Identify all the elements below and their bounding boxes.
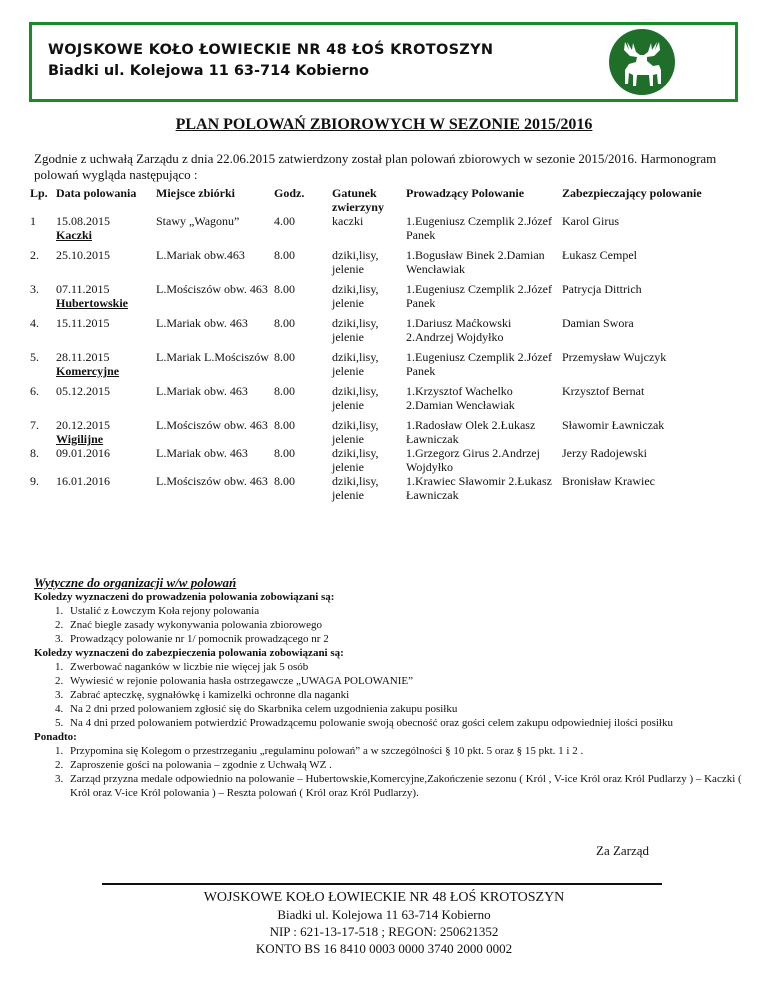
cell-place xyxy=(154,474,272,502)
cell-guard xyxy=(560,415,740,446)
cell-hour xyxy=(272,446,330,474)
cell-guard-text: Patrycja Dittrich xyxy=(562,282,642,296)
cell-leader xyxy=(404,446,560,474)
cell-place-text: L.Mariak obw. 463 xyxy=(156,384,248,398)
cell-leader-text: 1.Eugeniusz Czemplik 2.Józef Panek xyxy=(406,350,552,378)
cell-lp-text: 4. xyxy=(30,316,39,330)
guideline-item: 5. Na 4 dni przed polowaniem potwierdzić Prowadzącemu polowanie swoją obecność oraz gości celem zakupu odpowiedniej ilości posiłku xyxy=(66,716,744,730)
section2-title: Koledzy wyznaczeni do zabezpieczenia polowania zobowiązani są: xyxy=(34,647,344,659)
section3-title: Ponadto: xyxy=(34,731,77,743)
cell-hour xyxy=(272,415,330,446)
cell-hour xyxy=(272,313,330,347)
cell-lp-text: 5. xyxy=(30,350,39,364)
cell-leader-text: 1.Krawiec Sławomir 2.Łukasz Ławniczak xyxy=(406,474,552,502)
cell-game-text: kaczki xyxy=(332,214,364,228)
guideline-item: 2. Zaproszenie gości na polowania – zgodnie z Uchwałą WZ . xyxy=(66,758,744,772)
cell-hour xyxy=(272,474,330,502)
cell-lp xyxy=(28,347,54,381)
cell-place-text: L.Mariak L.Mościszów xyxy=(156,350,269,364)
cell-date xyxy=(54,245,154,279)
cell-place-text: L.Mościszów obw. 463 xyxy=(156,418,268,432)
cell-leader xyxy=(404,415,560,446)
hunt-name: Komercyjne xyxy=(56,364,120,378)
cell-date-text: 15.11.2015 xyxy=(56,316,110,330)
cell-guard xyxy=(560,474,740,502)
cell-lp-text: 9. xyxy=(30,474,39,488)
cell-date xyxy=(54,279,154,313)
table-row xyxy=(28,214,740,245)
cell-date-text: 15.08.2015 xyxy=(56,214,110,228)
table-row xyxy=(28,347,740,381)
cell-lp-text: 6. xyxy=(30,384,39,398)
cell-hour-text: 8.00 xyxy=(274,446,295,460)
guideline-item: 2. Wywiesić w rejonie polowania hasła ostrzegawcze „UWAGA POLOWANIE” xyxy=(66,674,744,688)
cell-leader xyxy=(404,279,560,313)
cell-game xyxy=(330,446,404,474)
cell-hour xyxy=(272,381,330,415)
cell-lp xyxy=(28,446,54,474)
cell-leader xyxy=(404,245,560,279)
cell-lp xyxy=(28,474,54,502)
cell-guard-text: Jerzy Radojewski xyxy=(562,446,647,460)
cell-guard xyxy=(560,381,740,415)
cell-date-text: 09.01.2016 xyxy=(56,446,110,460)
cell-date-text: 05.12.2015 xyxy=(56,384,110,398)
cell-guard xyxy=(560,313,740,347)
table-row xyxy=(28,245,740,279)
cell-date-text: 28.11.2015 xyxy=(56,350,110,364)
cell-hour-text: 8.00 xyxy=(274,418,295,432)
cell-leader-text: 1.Grzegorz Girus 2.Andrzej Wojdyłko xyxy=(406,446,540,474)
cell-date-text: 25.10.2015 xyxy=(56,248,110,262)
cell-game-text: dziki,lisy, jelenie xyxy=(332,446,379,474)
cell-lp-text: 3. xyxy=(30,282,39,296)
table-row xyxy=(28,381,740,415)
cell-leader xyxy=(404,347,560,381)
col-place: Miejsce zbiórki xyxy=(156,186,235,200)
cell-hour xyxy=(272,214,330,245)
cell-hour-text: 8.00 xyxy=(274,474,295,488)
cell-lp xyxy=(28,279,54,313)
cell-lp xyxy=(28,214,54,245)
cell-guard xyxy=(560,347,740,381)
cell-hour xyxy=(272,279,330,313)
footer xyxy=(0,889,768,957)
cell-hour-text: 8.00 xyxy=(274,350,295,364)
cell-game xyxy=(330,415,404,446)
cell-place-text: L.Mariak obw.463 xyxy=(156,248,245,262)
section1-list xyxy=(34,604,744,646)
cell-lp xyxy=(28,245,54,279)
cell-leader xyxy=(404,474,560,502)
cell-game xyxy=(330,347,404,381)
hunt-name: Hubertowskie xyxy=(56,296,128,310)
hunt-name: Wigilijne xyxy=(56,432,104,446)
cell-lp xyxy=(28,313,54,347)
cell-leader-text: 1.Bogusław Binek 2.Damian Wencławiak xyxy=(406,248,545,276)
cell-place xyxy=(154,214,272,245)
cell-game-text: dziki,lisy, jelenie xyxy=(332,384,379,412)
cell-place xyxy=(154,279,272,313)
cell-guard-text: Bronisław Krawiec xyxy=(562,474,655,488)
cell-place xyxy=(154,381,272,415)
table-header-row xyxy=(28,186,740,214)
footer-divider xyxy=(102,883,662,885)
guideline-item: 1. Zwerbować naganków w liczbie nie więcej jak 5 osób xyxy=(66,660,744,674)
section1-title: Koledzy wyznaczeni do prowadzenia polowania zobowiązani są: xyxy=(34,591,335,603)
cell-game-text: dziki,lisy, jelenie xyxy=(332,418,379,446)
cell-date xyxy=(54,446,154,474)
cell-lp-text: 7. xyxy=(30,418,39,432)
cell-lp xyxy=(28,415,54,446)
cell-game-text: dziki,lisy, jelenie xyxy=(332,350,379,378)
cell-game-text: dziki,lisy, jelenie xyxy=(332,248,379,276)
cell-date xyxy=(54,415,154,446)
cell-leader-text: 1.Eugeniusz Czemplik 2.Józef Panek xyxy=(406,282,552,310)
cell-place xyxy=(154,347,272,381)
cell-leader-text: 1.Dariusz Maćkowski 2.Andrzej Wojdyłko xyxy=(406,316,512,344)
cell-hour-text: 8.00 xyxy=(274,316,295,330)
club-name: WOJSKOWE KOŁO ŁOWIECKIE NR 48 ŁOŚ KROTOSZYN xyxy=(48,42,494,58)
cell-date xyxy=(54,474,154,502)
cell-game-text: dziki,lisy, jelenie xyxy=(332,474,379,502)
cell-date xyxy=(54,347,154,381)
cell-guard-text: Łukasz Cempel xyxy=(562,248,637,262)
table-row xyxy=(28,313,740,347)
cell-game-text: dziki,lisy, jelenie xyxy=(332,282,379,310)
cell-place xyxy=(154,415,272,446)
cell-game xyxy=(330,381,404,415)
cell-lp xyxy=(28,381,54,415)
cell-guard-text: Karol Girus xyxy=(562,214,619,228)
cell-hour-text: 8.00 xyxy=(274,384,295,398)
cell-leader xyxy=(404,313,560,347)
cell-hour xyxy=(272,245,330,279)
cell-place-text: L.Mariak obw. 463 xyxy=(156,316,248,330)
cell-place-text: L.Mościszów obw. 463 xyxy=(156,474,268,488)
table-row xyxy=(28,415,740,446)
cell-guard-text: Damian Swora xyxy=(562,316,634,330)
signature: Za Zarząd xyxy=(596,843,650,858)
cell-date xyxy=(54,313,154,347)
footer-address: Biadki ul. Kolejowa 11 63-714 Kobierno xyxy=(277,907,491,922)
guideline-item: 3. Prowadzący polowanie nr 1/ pomocnik prowadzącego nr 2 xyxy=(66,632,744,646)
cell-game-text: dziki,lisy, jelenie xyxy=(332,316,379,344)
table-row xyxy=(28,474,740,502)
guideline-item: 1. Ustalić z Łowczym Koła rejony polowania xyxy=(66,604,744,618)
cell-guard-text: Przemysław Wujczyk xyxy=(562,350,667,364)
guideline-item: 4. Na 2 dni przed polowaniem zgłosić się do Skarbnika celem uzgodnienia zakupu posiłku xyxy=(66,702,744,716)
cell-place-text: L.Mościszów obw. 463 xyxy=(156,282,268,296)
guideline-item: 2. Znać biegle zasady wykonywania polowania zbiorowego xyxy=(66,618,744,632)
table-row xyxy=(28,446,740,474)
cell-lp-text: 2. xyxy=(30,248,39,262)
cell-leader-text: 1.Radosław Olek 2.Łukasz Ławniczak xyxy=(406,418,536,446)
cell-leader-text: 1.Eugeniusz Czemplik 2.Józef Panek xyxy=(406,214,552,242)
cell-hour-text: 4.00 xyxy=(274,214,295,228)
section2-list xyxy=(34,660,744,730)
col-game: Gatunek zwierzyny xyxy=(332,186,384,214)
moose-logo-icon xyxy=(607,28,677,96)
col-lp: Lp. xyxy=(30,186,48,200)
cell-guard-text: Sławomir Ławniczak xyxy=(562,418,665,432)
footer-club-name: WOJSKOWE KOŁO ŁOWIECKIE NR 48 ŁOŚ KROTOSZYN xyxy=(203,890,565,905)
col-guard: Zabezpieczający polowanie xyxy=(562,186,702,200)
cell-date-text: 16.01.2016 xyxy=(56,474,110,488)
club-address: Biadki ul. Kolejowa 11 63-714 Kobierno xyxy=(48,63,369,79)
cell-place xyxy=(154,245,272,279)
cell-game xyxy=(330,313,404,347)
section3-list xyxy=(34,744,744,800)
cell-game xyxy=(330,245,404,279)
cell-lp-text: 8. xyxy=(30,446,39,460)
cell-leader-text: 1.Krzysztof Wachelko 2.Damian Wencławiak xyxy=(406,384,515,412)
header-box xyxy=(29,22,738,102)
guidelines-heading: Wytyczne do organizacji w/w polowań xyxy=(34,575,237,590)
footer-nip-regon: NIP : 621-13-17-518 ; REGON: 250621352 xyxy=(269,924,499,939)
cell-date-text: 07.11.2015 xyxy=(56,282,110,296)
hunt-plan-table xyxy=(28,186,740,502)
guidelines xyxy=(34,576,744,800)
guideline-item: 3. Zarząd przyzna medale odpowiednio na polowanie – Hubertowskie,Komercyjne,Zakończenie sezonu ( Król , V-ice Król oraz Król Pudlarzy ) – Kaczki ( Król oraz V-ice Król polowania ) – Reszta polowań ( Król oraz Król Pudlarzy). xyxy=(66,772,744,800)
cell-guard xyxy=(560,279,740,313)
cell-place xyxy=(154,313,272,347)
cell-guard xyxy=(560,245,740,279)
cell-game xyxy=(330,474,404,502)
guideline-item: 1. Przypomina się Kolegom o przestrzeganiu „regulaminu polowań” a w szczególności § 10 pkt. 5 oraz § 15 pkt. 1 i 2 . xyxy=(66,744,744,758)
cell-hour-text: 8.00 xyxy=(274,248,295,262)
cell-date xyxy=(54,381,154,415)
col-date: Data polowania xyxy=(56,186,137,200)
col-hour: Godz. xyxy=(274,186,305,200)
table-row xyxy=(28,279,740,313)
footer-account: KONTO BS 16 8410 0003 0000 3740 2000 0002 xyxy=(255,941,513,956)
guideline-item: 3. Zabrać apteczkę, sygnałówkę i kamizelki ochronne dla naganki xyxy=(66,688,744,702)
cell-date-text: 20.12.2015 xyxy=(56,418,110,432)
col-leader: Prowadzący Polowanie xyxy=(406,186,525,200)
cell-place-text: L.Mariak obw. 463 xyxy=(156,446,248,460)
cell-lp-text: 1 xyxy=(30,214,36,228)
cell-hour xyxy=(272,347,330,381)
cell-place xyxy=(154,446,272,474)
cell-guard xyxy=(560,446,740,474)
hunt-name: Kaczki xyxy=(56,228,92,242)
page-title: PLAN POLOWAŃ ZBIOROWYCH W SEZONIE 2015/2016 xyxy=(175,116,593,133)
cell-game xyxy=(330,279,404,313)
cell-hour-text: 8.00 xyxy=(274,282,295,296)
cell-guard xyxy=(560,214,740,245)
cell-guard-text: Krzysztof Bernat xyxy=(562,384,645,398)
cell-leader xyxy=(404,381,560,415)
cell-place-text: Stawy „Wagonu” xyxy=(156,214,240,228)
cell-date xyxy=(54,214,154,245)
cell-leader xyxy=(404,214,560,245)
cell-game xyxy=(330,214,404,245)
intro-text: Zgodnie z uchwałą Zarządu z dnia 22.06.2015 zatwierdzony został plan polowań zbiorowych w sezonie 2015/2016. Harmonogram polowań wygląda następująco : xyxy=(34,151,717,182)
